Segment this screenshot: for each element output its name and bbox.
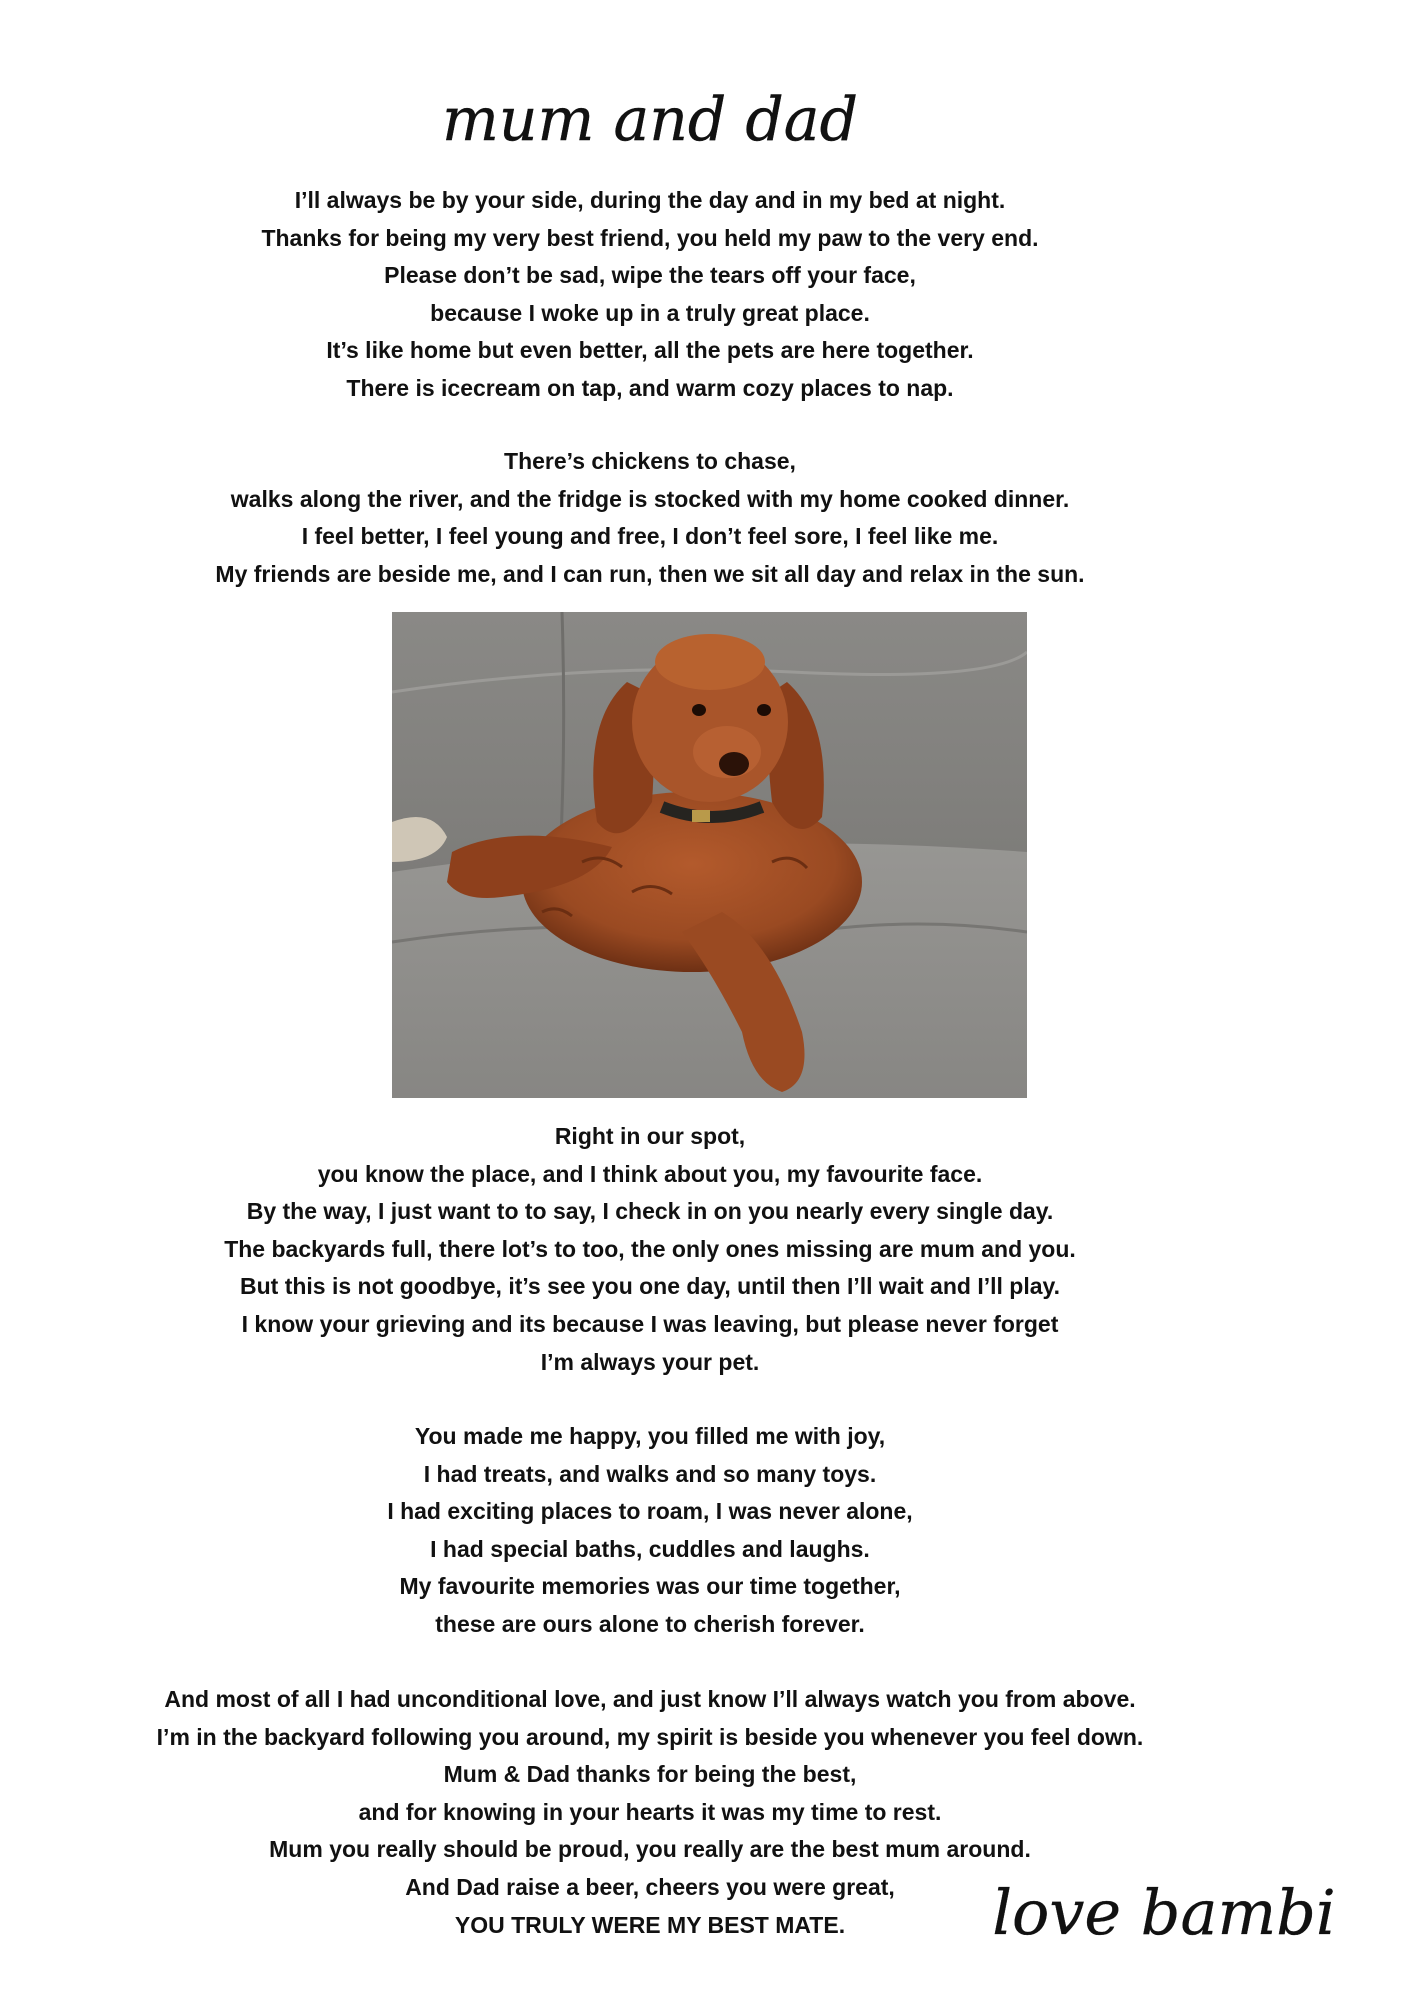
handwritten-signature: [992, 1866, 1337, 1958]
poem-line: My friends are beside me, and I can run, then we sit all day and relax in the sun.: [215, 560, 1085, 587]
poem-title: [0, 82, 1300, 167]
poem-line: My favourite memories was our time together,: [399, 1573, 901, 1600]
poem-line: Thanks for being my very best friend, you held my paw to the very end.: [261, 224, 1039, 251]
poem-line: There is icecream on tap, and warm cozy places to nap.: [346, 374, 954, 401]
svg-text:love bambi: love bambi: [992, 1876, 1336, 1949]
dog-photo: [392, 612, 1027, 1098]
poem-line: And Dad raise a beer, cheers you were great,: [405, 1873, 895, 1900]
svg-text:mum and dad: mum and dad: [442, 85, 858, 155]
poem-line: I had exciting places to roam, I was never alone,: [387, 1498, 913, 1525]
poem-line: Mum & Dad thanks for being the best,: [443, 1761, 857, 1788]
signature: [992, 1866, 1337, 1958]
poem-line: I’m in the backyard following you around, my spirit is beside you whenever you feel down.: [156, 1723, 1144, 1750]
poem-line: because I woke up in a truly great place.: [430, 299, 870, 326]
poem-line: walks along the river, and the fridge is stocked with my home cooked dinner.: [230, 485, 1070, 512]
poem-line: The backyards full, there lot’s to too, the only ones missing are mum and you.: [224, 1235, 1076, 1262]
poem-line: these are ours alone to cherish forever.: [435, 1610, 865, 1637]
stanza-2: [0, 443, 1300, 593]
poem-line: I had treats, and walks and so many toys.: [423, 1460, 877, 1487]
poem-line: And most of all I had unconditional love, and just know I’ll always watch you from above.: [164, 1686, 1136, 1712]
poem-line: I had special baths, cuddles and laughs.: [430, 1535, 870, 1562]
poem-line: It’s like home but even better, all the pets are here together.: [326, 337, 974, 364]
poem-line: and for knowing in your hearts it was my time to rest.: [358, 1798, 942, 1825]
stanza-1: [0, 182, 1300, 408]
poem-line: Right in our spot,: [554, 1123, 746, 1149]
poem-line: YOU TRULY WERE MY BEST MATE.: [454, 1911, 846, 1938]
poem-line: There’s chickens to chase,: [504, 448, 796, 474]
poem-line: I’m always your pet.: [540, 1348, 760, 1375]
dog-illustration: [392, 612, 1027, 1098]
stanza-4: [0, 1418, 1300, 1644]
poem-line: You made me happy, you filled me with joy,: [414, 1423, 886, 1449]
poem-line: But this is not goodbye, it’s see you one day, until then I’ll wait and I’ll play.: [240, 1273, 1060, 1300]
poem-line: I’ll always be by your side, during the day and in my bed at night.: [294, 187, 1006, 213]
poem-line: I know your grieving and its because I was leaving, but please never forget: [241, 1310, 1059, 1337]
poem-line: Please don’t be sad, wipe the tears off your face,: [384, 262, 916, 289]
poem-line: you know the place, and I think about you, my favourite face.: [317, 1160, 983, 1187]
handwritten-title: [440, 82, 860, 162]
poem-line: I feel better, I feel young and free, I don’t feel sore, I feel like me.: [301, 523, 999, 550]
poem-line: By the way, I just want to to say, I check in on you nearly every single day.: [246, 1198, 1054, 1225]
poem-line: Mum you really should be proud, you really are the best mum around.: [269, 1836, 1031, 1863]
stanza-3: [0, 1118, 1300, 1381]
